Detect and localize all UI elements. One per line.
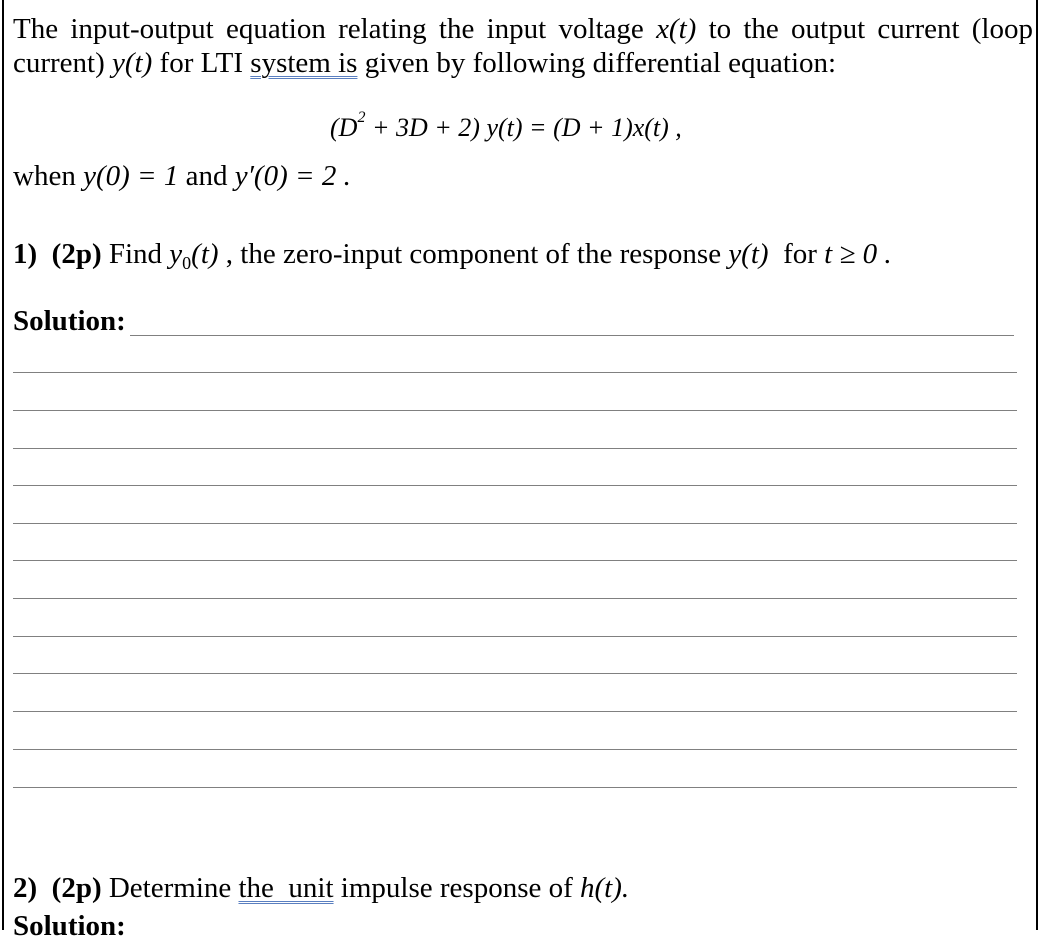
question-2-text: Determine <box>101 872 239 904</box>
input-voltage-symbol: x(t) <box>656 13 697 45</box>
initial-condition-dy0: y′(0) = 2 . <box>234 160 351 192</box>
solution-label: Solution: <box>13 305 126 337</box>
answer-line[interactable] <box>13 372 1017 373</box>
zero-input-argument: (t) <box>191 238 219 270</box>
answer-line[interactable] <box>13 523 1017 524</box>
answer-line[interactable] <box>13 448 1017 449</box>
answer-line[interactable] <box>13 636 1017 637</box>
question-1-text: for <box>768 238 825 270</box>
intro-text: given by following differential equation: <box>357 47 837 79</box>
answer-line[interactable] <box>13 711 1017 712</box>
grammar-flagged-text: system is <box>250 47 358 79</box>
question-1 <box>13 238 892 271</box>
answer-line[interactable] <box>13 787 1017 788</box>
answer-line[interactable] <box>13 560 1017 561</box>
answer-line[interactable] <box>130 335 1014 336</box>
equation-exponent: 2 <box>357 109 366 127</box>
equation-left: (D <box>330 113 358 142</box>
problem-statement <box>13 12 1033 80</box>
intro-text: for LTI <box>152 47 251 79</box>
initial-condition-y0: y(0) = 1 <box>83 160 179 192</box>
answer-line[interactable] <box>13 598 1017 599</box>
question-2 <box>13 872 629 905</box>
response-symbol: y(t) <box>728 238 769 270</box>
answer-line[interactable] <box>13 749 1017 750</box>
initial-conditions <box>13 160 351 193</box>
grammar-flagged-text: the unit <box>238 872 334 904</box>
question-2-text: impulse response of <box>333 872 581 904</box>
output-current-symbol: y(t) <box>112 47 153 79</box>
answer-line[interactable] <box>13 410 1017 411</box>
question-2-number: 2) (2p) <box>13 872 102 904</box>
question-1-text: Find <box>101 238 170 270</box>
intro-text: The input-output equation relating the input voltage <box>13 13 657 45</box>
answer-line[interactable] <box>13 485 1017 486</box>
zero-input-subscript: 0 <box>182 253 192 273</box>
solution-label-cutoff: Solution: <box>13 910 126 942</box>
differential-equation <box>330 109 682 143</box>
time-condition: t ≥ 0 . <box>824 238 892 270</box>
question-1-text: , the zero-input component of the response <box>218 238 729 270</box>
question-1-number: 1) (2p) <box>13 238 102 270</box>
equation-right: + 3D + 2) y(t) = (D + 1)x(t) , <box>365 113 682 142</box>
answer-line[interactable] <box>13 673 1017 674</box>
condition-and: and <box>178 160 235 192</box>
condition-when: when <box>13 160 84 192</box>
intro-text: to the output current (loop current) <box>13 13 1033 79</box>
impulse-response-symbol: h(t). <box>580 872 630 904</box>
zero-input-symbol: y <box>169 238 183 270</box>
